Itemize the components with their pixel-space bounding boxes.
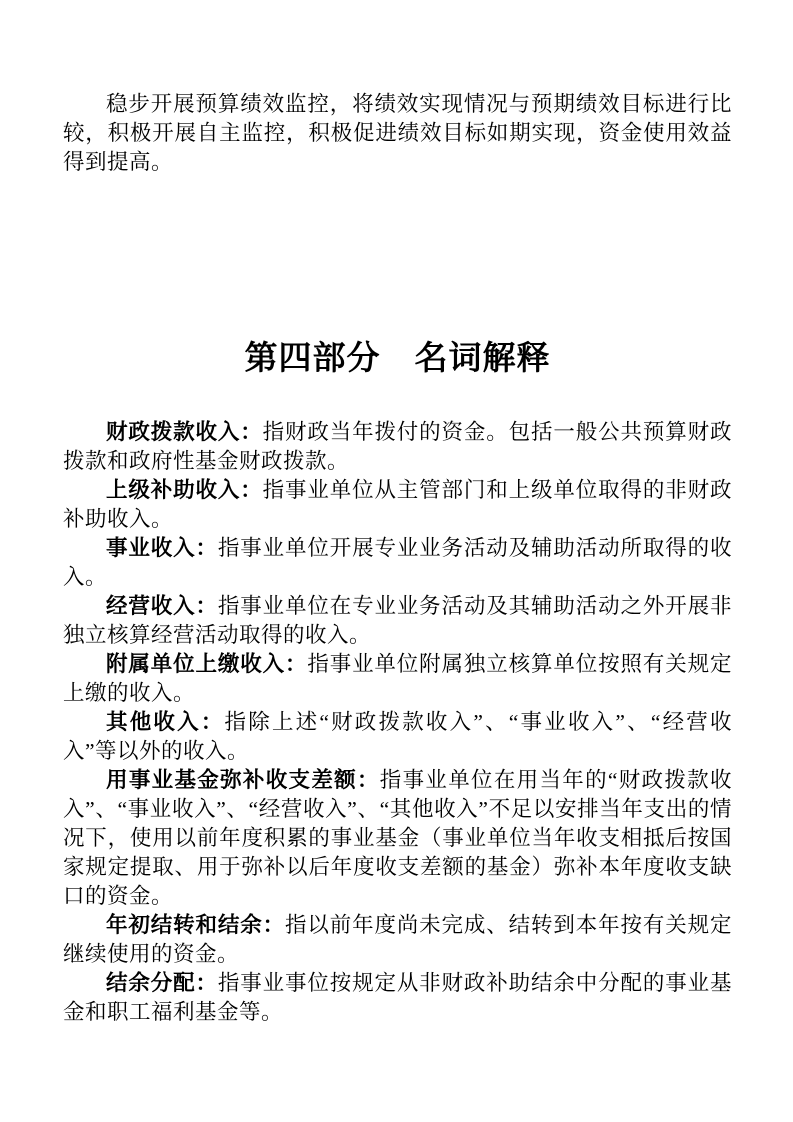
definition-term: 用事业基金弥补收支差额： (106, 768, 380, 792)
definition-body: 指事业单位开展专业业务活动及辅助活动所取得的收入。 (63, 536, 732, 589)
intro-paragraph: 稳步开展预算绩效监控，将绩效实现情况与预期绩效目标进行比较，积极开展自主监控，积极促进绩效目标如期实现，资金使用效益得到提高。 (63, 92, 732, 174)
definition-paragraph (63, 969, 732, 1027)
definition-body: 指除上述“财政拨款收入”、“事业收入”、“经营收入”等以外的收入。 (63, 710, 732, 763)
definitions-block (63, 418, 732, 1027)
definition-body: 指事业事位按规定从非财政补助结余中分配的事业基金和职工福利基金等。 (63, 971, 732, 1024)
definition-body: 指以前年度尚未完成、结转到本年按有关规定继续使用的资金。 (63, 913, 732, 966)
definition-paragraph (63, 418, 732, 476)
definition-body: 指事业单位在用当年的“财政拨款收入”、“事业收入”、“经营收入”、“其他收入”不足以安排当年支出的情况下，使用以前年度积累的事业基金（事业单位当年收支相抵后按国家规定提取、用于弥补以后年度收支差额的基金）弥补本年度收支缺口的资金。 (63, 768, 732, 908)
definition-body: 指事业单位附属独立核算单位按照有关规定上缴的收入。 (63, 652, 732, 705)
definition-term: 其他收入： (106, 710, 225, 734)
definition-term: 附属单位上缴收入： (106, 652, 308, 676)
definition-term: 经营收入： (106, 594, 218, 618)
definition-term: 财政拨款收入： (106, 420, 263, 444)
definition-paragraph (63, 766, 732, 911)
definition-paragraph (63, 592, 732, 650)
definition-term: 事业收入： (106, 536, 218, 560)
section-title: 第四部分 名词解释 (244, 341, 551, 377)
definition-term: 上级补助收入： (106, 478, 263, 502)
definition-body: 指事业单位从主管部门和上级单位取得的非财政补助收入。 (63, 478, 732, 531)
definition-paragraph (63, 476, 732, 534)
definition-body: 指财政当年拨付的资金。包括一般公共预算财政拨款和政府性基金财政拨款。 (63, 420, 732, 473)
definition-paragraph (63, 911, 732, 969)
definition-body: 指事业单位在专业业务活动及其辅助活动之外开展非独立核算经营活动取得的收入。 (63, 594, 732, 647)
definition-term: 结余分配： (106, 971, 218, 995)
definition-term: 年初结转和结余： (106, 913, 285, 937)
definition-paragraph (63, 650, 732, 708)
definition-paragraph (63, 708, 732, 766)
definition-paragraph (63, 534, 732, 592)
